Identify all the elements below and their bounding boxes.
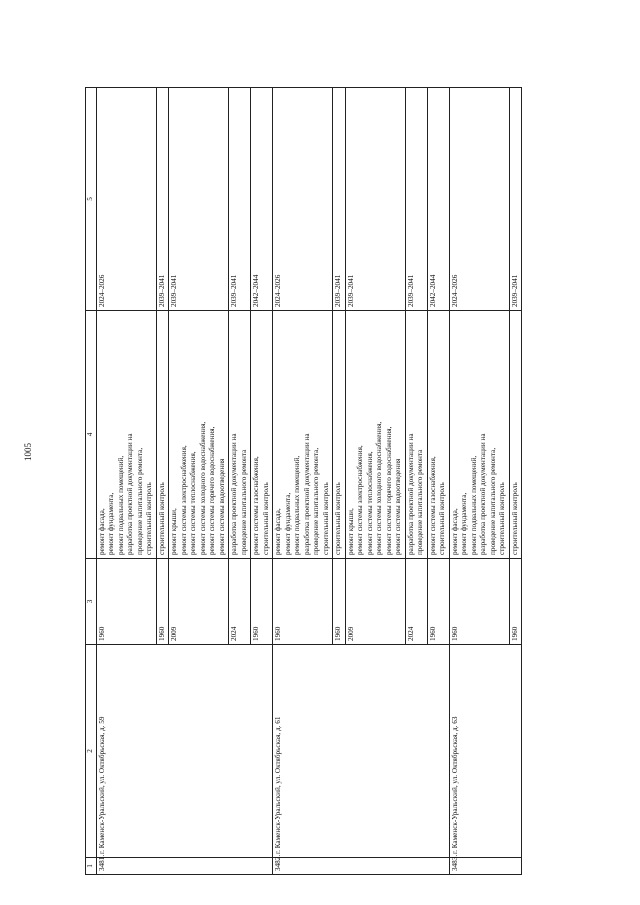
column-header-2: 2 (86, 645, 97, 858)
address-cell: г. Каменск-Уральский, ул. Октябрьская, д. 63 (449, 645, 522, 858)
work-types-cell (405, 311, 427, 559)
work-type-line: разработка проектной документации на (302, 433, 311, 555)
work-type-line: ремонт фасада, (274, 508, 282, 555)
year-cell: 2009 (345, 559, 405, 645)
column-header-5: 5 (86, 88, 97, 311)
work-type-line: ремонт системы водоотведения (394, 458, 402, 555)
work-type-line: разработка проектной документации на (406, 433, 415, 555)
work-type-line: ремонт системы водоотведения (217, 458, 226, 555)
address-cell: г. Каменск-Уральский, ул. Октябрьская, д. 61 (273, 645, 450, 858)
period-cell: 2024–2026 (96, 88, 156, 311)
work-type-line: ремонт системы электроснабжения, (179, 445, 188, 555)
period-cell: 2039–2041 (229, 88, 251, 311)
page-number: 1005 (23, 443, 33, 461)
period-cell: 2024–2026 (449, 88, 509, 311)
work-type-line: ремонт крыши, (346, 508, 355, 555)
year-cell: 1960 (427, 559, 449, 645)
year-cell: 1960 (509, 559, 522, 645)
period-cell: 2039–2041 (156, 88, 169, 311)
work-types-cell (229, 311, 251, 559)
year-cell: 2024 (229, 559, 251, 645)
work-type-line: проведение капитального ремонта (239, 449, 248, 555)
table-row (96, 88, 156, 875)
year-cell: 1960 (273, 559, 333, 645)
work-type-line: строительный контроль (498, 482, 506, 555)
rotated-table-wrapper (85, 88, 565, 875)
work-type-line: ремонт системы электроснабжения, (356, 445, 364, 555)
row-number-cell: 3481. (96, 858, 273, 875)
work-type-line: ремонт фасада, (97, 508, 106, 555)
period-cell: 2042–2044 (251, 88, 273, 311)
year-cell: 1960 (156, 559, 169, 645)
work-type-line: проведение капитального ремонта, (488, 447, 497, 555)
column-header-1: 1 (86, 858, 97, 875)
year-cell: 1960 (333, 559, 346, 645)
period-cell: 2042–2044 (427, 88, 449, 311)
work-type-line: проведение капитального ремонта (416, 449, 424, 555)
work-type-line: проведение капитального ремонта, (135, 447, 144, 555)
work-types-cell (96, 311, 156, 559)
address-cell: г. Каменск-Уральский, ул. Октябрьская, д. 59 (96, 645, 273, 858)
work-types-cell (156, 311, 169, 559)
work-types-cell (345, 311, 405, 559)
work-type-line: ремонт подвальных помещений, (116, 455, 125, 555)
period-cell: 2024–2026 (273, 88, 333, 311)
row-number-cell: 3482. (273, 858, 450, 875)
work-types-cell (273, 311, 333, 559)
table-row (449, 88, 509, 875)
work-type-line: строительный контроль (334, 482, 342, 555)
work-type-line: ремонт системы холодного водоснабжения, (198, 421, 207, 555)
work-type-line: ремонт фундамента, (460, 492, 468, 555)
period-cell: 2039–2041 (333, 88, 346, 311)
work-type-line: ремонт системы горячего водоснабжения, (208, 426, 216, 555)
year-cell: 2009 (169, 559, 229, 645)
year-cell: 2024 (405, 559, 427, 645)
work-type-line: строительный контроль (145, 482, 153, 555)
work-type-line: ремонт фундамента, (283, 492, 292, 555)
work-type-line: проведение капитального ремонта, (312, 447, 320, 555)
column-header-3: 3 (86, 559, 97, 645)
year-cell: 1960 (251, 559, 273, 645)
column-number-row (86, 88, 97, 875)
work-type-line: строительный контроль (157, 482, 166, 555)
work-type-line: разработка проектной документации на (126, 433, 134, 555)
table-row (273, 88, 333, 875)
work-type-line: ремонт системы теплоснабжения, (365, 451, 374, 555)
work-type-line: ремонт фундамента, (107, 492, 115, 555)
work-type-line: ремонт системы газоснабжения, (252, 456, 260, 555)
work-type-line: ремонт подвальных помещений, (469, 455, 478, 555)
period-cell: 2039–2041 (169, 88, 229, 311)
work-type-line: ремонт системы газоснабжения, (428, 456, 437, 555)
work-types-cell (169, 311, 229, 559)
work-types-cell (509, 311, 522, 559)
work-type-line: строительный контроль (438, 482, 446, 555)
work-type-line: строительный контроль (261, 482, 270, 555)
work-type-line: ремонт системы теплоснабжения, (189, 451, 197, 555)
work-type-line: ремонт фасада, (450, 508, 459, 555)
capital-repair-table (85, 87, 522, 875)
work-type-line: ремонт крыши, (170, 508, 178, 555)
work-types-cell (251, 311, 273, 559)
work-type-line: разработка проектной документации на (230, 433, 238, 555)
column-header-4: 4 (86, 311, 97, 559)
work-type-line: строительный контроль (510, 482, 519, 555)
work-type-line: ремонт системы горячего водоснабжения, (384, 426, 393, 555)
period-cell: 2039–2041 (345, 88, 405, 311)
work-type-line: строительный контроль (321, 482, 330, 555)
work-type-line: ремонт системы холодного водоснабжения, (375, 421, 383, 555)
period-cell: 2039–2041 (509, 88, 522, 311)
table-body (96, 88, 522, 875)
row-number-cell: 3483. (449, 858, 522, 875)
year-cell: 1960 (449, 559, 509, 645)
work-types-cell (449, 311, 509, 559)
work-types-cell (427, 311, 449, 559)
period-cell: 2039–2041 (405, 88, 427, 311)
work-types-cell (333, 311, 346, 559)
year-cell: 1960 (96, 559, 156, 645)
work-type-line: разработка проектной документации на (479, 433, 487, 555)
work-type-line: ремонт подвальных помещений, (293, 455, 301, 555)
